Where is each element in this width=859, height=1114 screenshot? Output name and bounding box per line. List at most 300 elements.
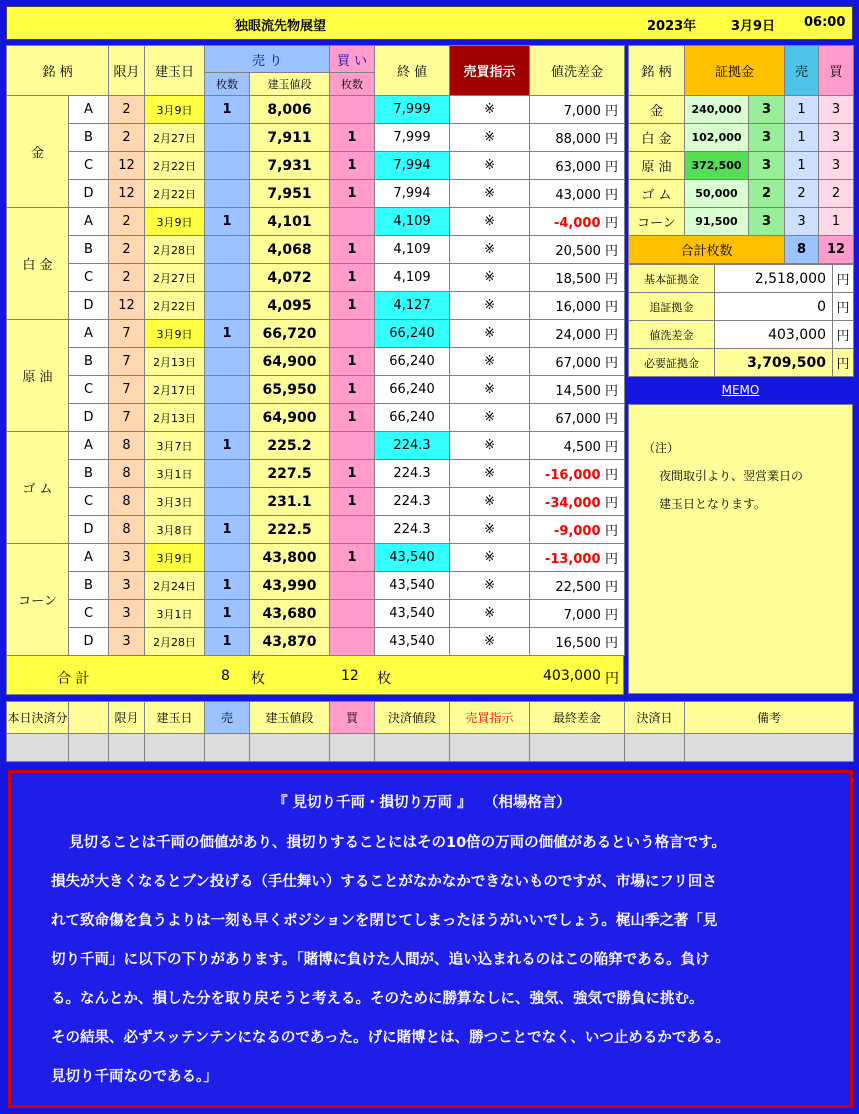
row-sell: 1 — [205, 628, 250, 656]
side-total-label: 合計枚数 — [629, 236, 785, 264]
row-sub: B — [69, 236, 109, 264]
row-sell — [205, 460, 250, 488]
side-col-margin: 証拠金 — [685, 46, 785, 96]
row-indicator: ※ — [450, 320, 530, 348]
row-indicator: ※ — [450, 432, 530, 460]
memo-box — [628, 404, 853, 694]
total-sell: 8 — [221, 668, 230, 684]
total-label: 合 計 — [57, 671, 90, 687]
row-buy: 1 — [330, 488, 375, 516]
row-price: 7,911 — [250, 124, 330, 152]
positions-table — [6, 45, 625, 656]
row-diff-value: -13,000 — [544, 552, 601, 567]
row-sell — [205, 152, 250, 180]
row-date: 3月1日 — [145, 460, 205, 488]
table-row — [7, 96, 625, 124]
row-close: 43,540 — [375, 572, 450, 600]
row-diff-unit: 円 — [605, 580, 619, 595]
row-diff-unit: 円 — [605, 244, 619, 259]
row-date: 2月22日 — [145, 292, 205, 320]
row-diff-value: 18,500 — [555, 272, 601, 287]
row-buy: 1 — [330, 348, 375, 376]
side-row — [629, 96, 854, 124]
settle-col-header: 売 — [205, 702, 250, 734]
row-buy: 1 — [330, 292, 375, 320]
row-sell: 1 — [205, 208, 250, 236]
row-diff-value: 14,500 — [555, 384, 601, 399]
row-month: 3 — [109, 572, 145, 600]
side-col-buy: 買 — [819, 46, 854, 96]
row-sell — [205, 376, 250, 404]
quote-line: 損失が大きくなるとブン投げる（手仕舞い）することがなかなかできないものですが、市場にフリ回さ — [51, 874, 717, 890]
row-indicator: ※ — [450, 348, 530, 376]
row-price: 222.5 — [250, 516, 330, 544]
row-sub: D — [69, 628, 109, 656]
row-buy: 1 — [330, 404, 375, 432]
row-price: 43,680 — [250, 600, 330, 628]
summary-value: 0 — [715, 293, 833, 321]
row-date: 3月9日 — [145, 320, 205, 348]
row-date: 3月7日 — [145, 432, 205, 460]
row-diff — [530, 600, 625, 628]
table-row — [7, 488, 625, 516]
settle-cell[interactable] — [530, 734, 625, 762]
row-sub: A — [69, 544, 109, 572]
group-name: 金 — [7, 96, 69, 208]
row-indicator: ※ — [450, 600, 530, 628]
row-close: 224.3 — [375, 460, 450, 488]
row-diff-value: 16,500 — [555, 636, 601, 651]
total-buy-unit: 枚 — [377, 671, 391, 687]
quote-line: その結果、必ずスッテンテンになるのであった。げに賭博とは、勝つことでなく、いつ止めるかである。 — [51, 1030, 730, 1046]
margin-table — [628, 45, 854, 264]
side-row — [629, 124, 854, 152]
quote-title: 『 見切り千両・損切り万両 』 （相場格言） — [273, 795, 571, 811]
row-month: 8 — [109, 460, 145, 488]
row-close: 66,240 — [375, 348, 450, 376]
row-month: 7 — [109, 320, 145, 348]
memo-line-3: 建玉日となります。 — [659, 497, 767, 511]
table-row — [7, 236, 625, 264]
col-uri: 売 り — [205, 46, 330, 73]
side-margin: 240,000 — [685, 96, 749, 124]
row-diff-value: 20,500 — [555, 244, 601, 259]
row-close: 224.3 — [375, 432, 450, 460]
row-diff-unit: 円 — [605, 468, 619, 483]
row-sub: D — [69, 404, 109, 432]
col-maisuu-buy: 枚数 — [330, 73, 375, 96]
row-date: 2月22日 — [145, 180, 205, 208]
summary-unit: 円 — [833, 265, 854, 293]
row-diff-value: 67,000 — [555, 356, 601, 371]
row-diff-unit: 円 — [605, 412, 619, 427]
memo-line-2: 夜間取引より、翌営業日の — [659, 469, 804, 483]
row-sell — [205, 544, 250, 572]
row-buy: 1 — [330, 124, 375, 152]
row-month: 7 — [109, 404, 145, 432]
settle-col-header: 備考 — [685, 702, 854, 734]
row-indicator: ※ — [450, 292, 530, 320]
summary-label: 値洗差金 — [629, 321, 715, 349]
row-sell: 1 — [205, 432, 250, 460]
row-indicator: ※ — [450, 516, 530, 544]
side-name: 白 金 — [629, 124, 685, 152]
group-name: コーン — [7, 544, 69, 656]
row-price: 43,990 — [250, 572, 330, 600]
row-diff-value: 63,000 — [555, 160, 601, 175]
row-diff — [530, 292, 625, 320]
row-close: 224.3 — [375, 516, 450, 544]
row-sell: 1 — [205, 572, 250, 600]
row-month: 3 — [109, 544, 145, 572]
settle-cell[interactable] — [450, 734, 530, 762]
row-diff — [530, 460, 625, 488]
row-month: 7 — [109, 348, 145, 376]
row-buy: 1 — [330, 264, 375, 292]
row-sub: C — [69, 376, 109, 404]
row-indicator: ※ — [450, 264, 530, 292]
row-sub: D — [69, 292, 109, 320]
row-close: 7,999 — [375, 124, 450, 152]
col-tategyoku-nedan: 建玉値段 — [250, 73, 330, 96]
col-maisuu-sell: 枚数 — [205, 73, 250, 96]
row-diff-unit: 円 — [605, 356, 619, 371]
row-close: 224.3 — [375, 488, 450, 516]
row-indicator: ※ — [450, 544, 530, 572]
table-row — [7, 572, 625, 600]
side-total-buy: 12 — [819, 236, 854, 264]
row-price: 64,900 — [250, 348, 330, 376]
row-month: 12 — [109, 152, 145, 180]
row-diff-unit: 円 — [605, 104, 619, 119]
row-close: 43,540 — [375, 628, 450, 656]
row-diff-value: 7,000 — [563, 104, 601, 119]
side-col-sell: 売 — [785, 46, 819, 96]
row-diff — [530, 544, 625, 572]
row-price: 231.1 — [250, 488, 330, 516]
settle-col-header: 建玉日 — [145, 702, 205, 734]
side-sell: 2 — [785, 180, 819, 208]
row-buy: 1 — [330, 152, 375, 180]
settle-cell[interactable] — [145, 734, 205, 762]
row-sub: C — [69, 600, 109, 628]
row-sub: B — [69, 572, 109, 600]
row-diff-value: 24,000 — [555, 328, 601, 343]
row-date: 2月22日 — [145, 152, 205, 180]
side-buy: 3 — [819, 124, 854, 152]
row-sell — [205, 124, 250, 152]
row-close: 66,240 — [375, 320, 450, 348]
settle-col-header: 最終差金 — [530, 702, 625, 734]
settle-cell[interactable] — [685, 734, 854, 762]
memo-link[interactable]: MEMO — [721, 383, 760, 397]
row-close: 7,994 — [375, 152, 450, 180]
side-count: 3 — [749, 208, 785, 236]
row-price: 7,931 — [250, 152, 330, 180]
row-close: 66,240 — [375, 404, 450, 432]
col-nearai: 値洗差金 — [530, 46, 625, 96]
row-price: 227.5 — [250, 460, 330, 488]
row-diff-unit: 円 — [605, 216, 619, 231]
table-row — [7, 460, 625, 488]
header-bar — [6, 6, 853, 40]
row-buy: 1 — [330, 236, 375, 264]
row-month: 2 — [109, 264, 145, 292]
quote-line: 見切ることは千両の価値があり、損切りすることにはその10倍の万両の価値があるという格言です。 — [69, 835, 727, 851]
row-indicator: ※ — [450, 404, 530, 432]
row-month: 12 — [109, 292, 145, 320]
side-margin: 102,000 — [685, 124, 749, 152]
row-sub: A — [69, 96, 109, 124]
row-diff-value: -4,000 — [553, 216, 601, 231]
page-title: 独眼流先物展望 — [235, 19, 327, 34]
row-month: 2 — [109, 208, 145, 236]
row-month: 12 — [109, 180, 145, 208]
row-month: 8 — [109, 488, 145, 516]
row-month: 2 — [109, 124, 145, 152]
row-date: 3月9日 — [145, 544, 205, 572]
row-diff — [530, 124, 625, 152]
row-diff-unit: 円 — [605, 132, 619, 147]
row-sell — [205, 292, 250, 320]
row-date: 2月13日 — [145, 348, 205, 376]
summary-row — [629, 265, 854, 293]
quote-line: 切り千両」に以下の下りがあります。「賭博に負けた人間が、追い込まれるのはこの陥穽である。負け — [51, 952, 710, 968]
table-row — [7, 292, 625, 320]
side-buy: 3 — [819, 96, 854, 124]
total-unit: 円 — [605, 671, 619, 687]
total-buy: 12 — [341, 668, 359, 684]
side-sell: 1 — [785, 124, 819, 152]
side-buy: 3 — [819, 152, 854, 180]
side-margin: 372,500 — [685, 152, 749, 180]
settle-col-header — [69, 702, 109, 734]
row-close: 7,999 — [375, 96, 450, 124]
side-sell: 1 — [785, 152, 819, 180]
settle-cell[interactable] — [625, 734, 685, 762]
row-diff-value: 4,500 — [563, 440, 601, 455]
row-diff — [530, 180, 625, 208]
row-diff — [530, 264, 625, 292]
row-buy: 1 — [330, 376, 375, 404]
table-row — [7, 544, 625, 572]
row-sell: 1 — [205, 96, 250, 124]
table-row — [7, 628, 625, 656]
memo-line-1: （注） — [643, 441, 680, 455]
row-price: 8,006 — [250, 96, 330, 124]
row-indicator: ※ — [450, 96, 530, 124]
row-sell — [205, 180, 250, 208]
settle-col-header: 買 — [330, 702, 375, 734]
row-close: 4,127 — [375, 292, 450, 320]
row-sell — [205, 264, 250, 292]
settle-col-header: 限月 — [109, 702, 145, 734]
row-date: 2月27日 — [145, 264, 205, 292]
row-diff-unit: 円 — [605, 552, 619, 567]
row-indicator: ※ — [450, 376, 530, 404]
side-name: 金 — [629, 96, 685, 124]
row-month: 2 — [109, 236, 145, 264]
row-buy: 1 — [330, 180, 375, 208]
row-price: 4,101 — [250, 208, 330, 236]
side-count: 2 — [749, 180, 785, 208]
row-price: 4,068 — [250, 236, 330, 264]
group-name: ゴ ム — [7, 432, 69, 544]
row-diff — [530, 572, 625, 600]
row-diff-value: -9,000 — [553, 524, 601, 539]
col-kai: 買 い — [330, 46, 375, 73]
row-sub: D — [69, 516, 109, 544]
summary-value: 3,709,500 — [715, 349, 833, 377]
quote-line: る。なんとか、損した分を取り戻そうと考える。そのために勝算なしに、強気、強気で勝負に挑む。 — [51, 991, 704, 1007]
summary-label: 必要証拠金 — [629, 349, 715, 377]
row-close: 43,540 — [375, 600, 450, 628]
table-row — [7, 516, 625, 544]
row-month: 2 — [109, 96, 145, 124]
row-buy — [330, 516, 375, 544]
row-close: 43,540 — [375, 544, 450, 572]
settle-cell[interactable] — [205, 734, 250, 762]
row-sell — [205, 236, 250, 264]
header-date: 3月9日 — [731, 19, 776, 34]
col-gengetsu: 限月 — [109, 46, 145, 96]
row-diff — [530, 208, 625, 236]
row-month: 3 — [109, 600, 145, 628]
total-diff: 403,000 — [543, 668, 601, 684]
table-row — [7, 320, 625, 348]
row-diff — [530, 152, 625, 180]
table-row — [7, 376, 625, 404]
summary-row — [629, 293, 854, 321]
total-row — [6, 655, 624, 695]
header-time: 06:00 — [804, 15, 846, 30]
row-diff-unit: 円 — [605, 300, 619, 315]
summary-row — [629, 349, 854, 377]
row-sell: 1 — [205, 600, 250, 628]
settle-cell[interactable] — [250, 734, 330, 762]
side-sell: 3 — [785, 208, 819, 236]
settle-cell[interactable] — [109, 734, 145, 762]
row-price: 4,095 — [250, 292, 330, 320]
row-diff — [530, 404, 625, 432]
row-sub: A — [69, 432, 109, 460]
side-total-sell: 8 — [785, 236, 819, 264]
row-sell — [205, 404, 250, 432]
row-diff — [530, 348, 625, 376]
side-col-meigara: 銘 柄 — [629, 46, 685, 96]
row-diff-unit: 円 — [605, 384, 619, 399]
row-sub: B — [69, 460, 109, 488]
settle-cell[interactable] — [7, 734, 69, 762]
table-row — [7, 124, 625, 152]
row-date: 3月9日 — [145, 208, 205, 236]
row-price: 66,720 — [250, 320, 330, 348]
row-diff-unit: 円 — [605, 440, 619, 455]
side-row — [629, 152, 854, 180]
side-buy: 1 — [819, 208, 854, 236]
row-diff — [530, 432, 625, 460]
row-sub: C — [69, 488, 109, 516]
row-date: 2月17日 — [145, 376, 205, 404]
col-baibai: 売買指示 — [450, 46, 530, 96]
row-diff-unit: 円 — [605, 496, 619, 511]
row-diff-value: -34,000 — [544, 496, 601, 511]
row-buy: 1 — [330, 460, 375, 488]
side-name: 原 油 — [629, 152, 685, 180]
settle-col-header: 決済値段 — [375, 702, 450, 734]
row-month: 8 — [109, 516, 145, 544]
settle-cell[interactable] — [375, 734, 450, 762]
settle-cell[interactable] — [330, 734, 375, 762]
row-diff — [530, 376, 625, 404]
row-buy — [330, 320, 375, 348]
group-name: 白 金 — [7, 208, 69, 320]
row-diff — [530, 236, 625, 264]
side-count: 3 — [749, 152, 785, 180]
row-date: 2月28日 — [145, 236, 205, 264]
row-sub: C — [69, 152, 109, 180]
row-buy — [330, 208, 375, 236]
row-price: 43,800 — [250, 544, 330, 572]
row-price: 64,900 — [250, 404, 330, 432]
summary-unit: 円 — [833, 321, 854, 349]
row-price: 7,951 — [250, 180, 330, 208]
settle-col-header: 本日決済分 — [7, 702, 69, 734]
group-name: 原 油 — [7, 320, 69, 432]
side-sell: 1 — [785, 96, 819, 124]
row-date: 2月27日 — [145, 124, 205, 152]
table-row — [7, 348, 625, 376]
row-close: 4,109 — [375, 236, 450, 264]
side-count: 3 — [749, 124, 785, 152]
summary-row — [629, 321, 854, 349]
row-indicator: ※ — [450, 628, 530, 656]
settle-col-header: 売買指示 — [450, 702, 530, 734]
col-tategyokubi: 建玉日 — [145, 46, 205, 96]
row-buy — [330, 628, 375, 656]
row-diff-unit: 円 — [605, 524, 619, 539]
summary-label: 基本証拠金 — [629, 265, 715, 293]
settle-cell[interactable] — [69, 734, 109, 762]
row-indicator: ※ — [450, 180, 530, 208]
row-diff-unit: 円 — [605, 328, 619, 343]
row-month: 8 — [109, 432, 145, 460]
row-close: 7,994 — [375, 180, 450, 208]
row-diff — [530, 628, 625, 656]
row-indicator: ※ — [450, 572, 530, 600]
quote-box — [8, 770, 853, 1108]
row-sell: 1 — [205, 320, 250, 348]
row-indicator: ※ — [450, 208, 530, 236]
row-buy: 1 — [330, 544, 375, 572]
row-date: 2月28日 — [145, 628, 205, 656]
summary-value: 403,000 — [715, 321, 833, 349]
summary-unit: 円 — [833, 293, 854, 321]
row-close: 4,109 — [375, 208, 450, 236]
row-sell — [205, 348, 250, 376]
row-price: 4,072 — [250, 264, 330, 292]
side-margin: 50,000 — [685, 180, 749, 208]
row-sell — [205, 488, 250, 516]
row-diff-value: 43,000 — [555, 188, 601, 203]
row-date: 2月24日 — [145, 572, 205, 600]
row-diff — [530, 96, 625, 124]
side-name: ゴ ム — [629, 180, 685, 208]
table-row — [7, 404, 625, 432]
row-date: 2月13日 — [145, 404, 205, 432]
row-month: 7 — [109, 376, 145, 404]
row-indicator: ※ — [450, 460, 530, 488]
